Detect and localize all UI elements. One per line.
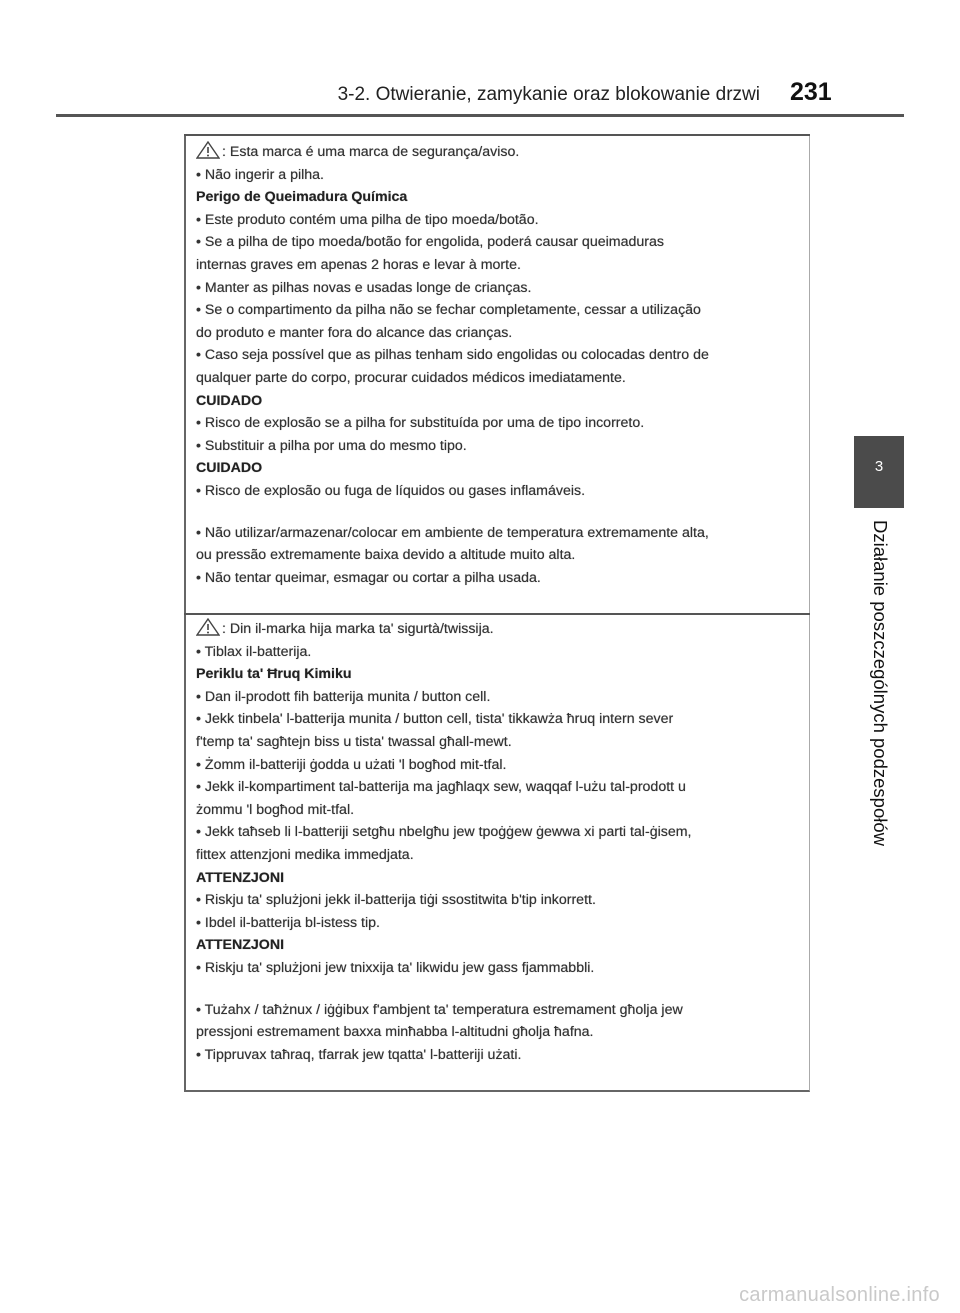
section-heading: ATTENZJONI xyxy=(196,937,285,954)
warning-line: • Jekk tinbela' l-batterija munita / button cell, tista' tikkawża ħruq intern sever xyxy=(196,711,674,728)
portuguese-lines xyxy=(196,164,806,590)
maltese-warning-block xyxy=(196,618,806,1066)
warning-triangle-icon xyxy=(196,618,220,636)
warning-line: • Se a pilha de tipo moeda/botão for engolida, poderá causar queimaduras xyxy=(196,234,664,251)
label-top-rule xyxy=(184,134,810,136)
warning-line: • Caso seja possível que as pilhas tenham sido engolidas ou colocadas dentro de xyxy=(196,347,709,364)
warning-line: • Se o compartimento da pilha não se fechar completamente, cessar a utilização xyxy=(196,302,701,319)
warning-line: żommu 'l bogħod mit-tfal. xyxy=(196,801,355,818)
watermark: carmanualsonline.info xyxy=(739,1284,940,1306)
warning-line: • Tiblax il-batterija. xyxy=(196,643,312,660)
warning-line: • Riskju ta' splużjoni jew tnixxija ta' likwidu jew gass fjammabbli. xyxy=(196,959,595,976)
warning-line: do produto e manter fora do alcance das crianças. xyxy=(196,324,513,341)
chapter-title-vertical: Działanie poszczególnych podzespołów xyxy=(870,520,891,846)
warning-triangle-icon xyxy=(196,141,220,159)
warning-line: ou pressão extremamente baixa devido a altitude muito alta. xyxy=(196,547,576,564)
portuguese-warning-block xyxy=(196,141,806,589)
maltese-lines xyxy=(196,641,806,1067)
warning-line: • Não ingerir a pilha. xyxy=(196,166,324,183)
page-number: 231 xyxy=(790,78,832,106)
section-heading: Perigo de Queimadura Química xyxy=(196,189,408,206)
warning-line: • Ibdel il-batterija bl-istess tip. xyxy=(196,914,380,931)
warning-line: pressjoni estremament baxxa minħabba l-altitudni għolja ħafna. xyxy=(196,1024,594,1041)
maltese-intro-text: : Din il-marka hija marka ta' sigurtà/twissija. xyxy=(222,621,494,637)
warning-line: • Manter as pilhas novas e usadas longe de crianças. xyxy=(196,279,532,296)
warning-line: • Jekk taħseb li l-batteriji setgħu nbelgħu jew tpoġġew ġewwa xi parti tal-ġisem, xyxy=(196,824,692,841)
warning-line: internas graves em apenas 2 horas e levar à morte. xyxy=(196,256,521,273)
warning-line: • Jekk il-kompartiment tal-batterija ma jagħlaqx sew, waqqaf l-użu tal-prodott u xyxy=(196,779,686,796)
warning-line: • Dan il-prodott fih batterija munita / button cell. xyxy=(196,688,491,705)
warning-line: • Tippruvax taħraq, tfarrak jew tqatta' l-batteriji użati. xyxy=(196,1046,522,1063)
paragraph-gap xyxy=(196,980,806,999)
warning-line: f'temp ta' sagħtejn biss u tista' twassal għall-mewt. xyxy=(196,733,512,750)
running-header-title: 3-2. Otwieranie, zamykanie oraz blokowanie drzwi xyxy=(337,84,760,105)
section-heading: Periklu ta' Ħruq Kimiku xyxy=(196,666,352,683)
section-heading: ATTENZJONI xyxy=(196,869,285,886)
chapter-number: 3 xyxy=(874,458,884,475)
chapter-tab[interactable] xyxy=(854,436,904,508)
warning-line: • Este produto contém uma pilha de tipo moeda/botão. xyxy=(196,211,539,228)
portuguese-intro xyxy=(196,141,806,164)
warning-line: • Riskju ta' splużjoni jekk il-batterija tiġi ssostitwita b'tip inkorrett. xyxy=(196,892,596,909)
label-divider xyxy=(184,613,810,615)
header-rule xyxy=(56,114,904,117)
warning-line: qualquer parte do corpo, procurar cuidados médicos imediatamente. xyxy=(196,369,626,386)
warning-line: • Risco de explosão se a pilha for substituída por uma de tipo incorreto. xyxy=(196,415,645,432)
warning-line: • Não tentar queimar, esmagar ou cortar a pilha usada. xyxy=(196,569,541,586)
section-heading: CUIDADO xyxy=(196,392,263,409)
warning-line: fittex attenzjoni medika immedjata. xyxy=(196,846,414,863)
paragraph-gap xyxy=(196,503,806,522)
warning-line: • Substituir a pilha por uma do mesmo tipo. xyxy=(196,437,467,454)
warning-line: • Żomm il-batteriji ġodda u użati 'l bogħod mit-tfal. xyxy=(196,756,507,773)
warning-line: • Risco de explosão ou fuga de líquidos ou gases inflamáveis. xyxy=(196,482,586,499)
portuguese-intro-text: : Esta marca é uma marca de segurança/aviso. xyxy=(222,144,520,160)
maltese-intro xyxy=(196,618,806,641)
warning-line: • Não utilizar/armazenar/colocar em ambiente de temperatura extremamente alta, xyxy=(196,524,709,541)
section-heading: CUIDADO xyxy=(196,460,263,477)
warning-line: • Tużahx / taħżnux / iġġibux f'ambjent ta' temperatura estremament għolja jew xyxy=(196,1001,683,1018)
